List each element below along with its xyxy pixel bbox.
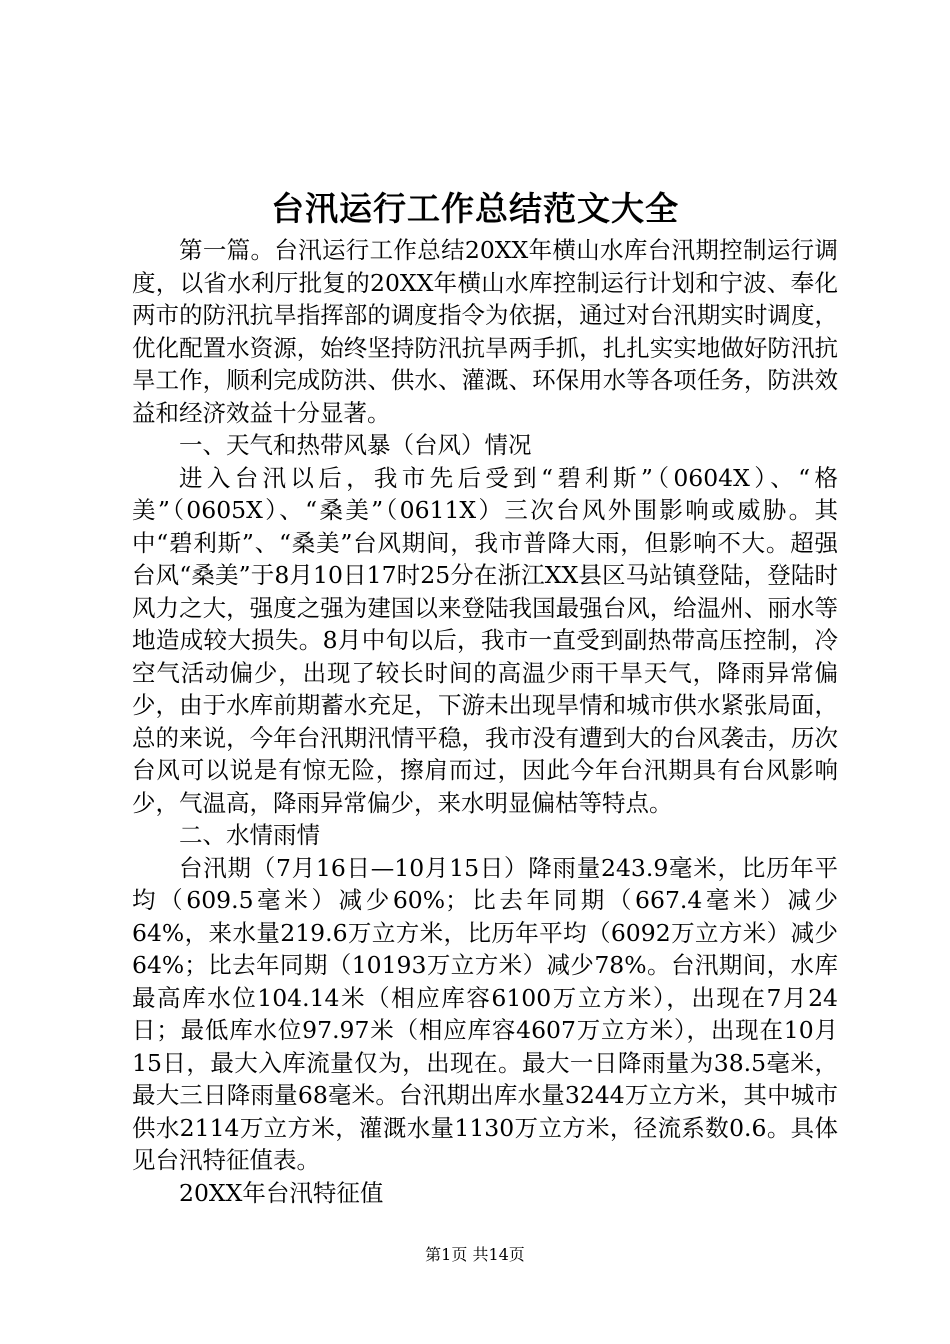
section-heading-hydrology: 二、水情雨情 — [179, 821, 320, 849]
section-heading-weather: 一、天气和热带风暴（台风）情况 — [179, 431, 532, 459]
page-number: 第1页 共14页 — [425, 1245, 525, 1264]
document-body — [132, 234, 838, 1209]
table-caption: 20XX年台汛特征值 — [179, 1178, 384, 1207]
intro-paragraph: 第一篇。台汛运行工作总结20XX年横山水库台汛期控制运行调度，以省水利厅批复的20XX年横山水库控制运行计划和宁波、奉化两市的防汛抗旱指挥部的调度指令为依据，通过对台汛期实时调度，优化配置水资源，始终坚持防汛抗旱两手抓，扎扎实实地做好防汛抗旱工作，顺利完成防洪、供水、灌溉、环保用水等各项任务，防洪效益和经济效益十分显著。 — [132, 236, 838, 427]
weather-paragraph: 进入台汛以后，我市先后受到“碧利斯”（0604X）、“格美”（0605X）、“桑美”（0611X）三次台风外围影响或威胁。其中“碧利斯”、“桑美”台风期间，我市普降大雨，但影响不大。超强台风“桑美”于8月10日17时25分在浙江XX县区马站镇登陆，登陆时风力之大，强度之强为建国以来登陆我国最强台风，给温州、丽水等地造成较大损失。8月中旬以后，我市一直受到副热带高压控制，冷空气活动偏少，出现了较长时间的高温少雨干旱天气，降雨异常偏少，由于水库前期蓄水充足，下游未出现旱情和城市供水紧张局面，总的来说，今年台汛期汛情平稳，我市没有遭到大的台风袭击，历次台风可以说是有惊无险，擦肩而过，因此今年台汛期具有台风影响少，气温高，降雨异常偏少，来水明显偏枯等特点。 — [132, 463, 838, 817]
document-title: 台汛运行工作总结范文大全 — [271, 189, 679, 228]
hydrology-paragraph: 台汛期（7月16日—10月15日）降雨量243.9毫米，比历年平均（609.5毫米）减少60%；比去年同期（667.4毫米）减少64%，来水量219.6万立方米，比历年平均（6092万立方米）减少64%；比去年同期（10193万立方米）减少78%。台汛期间，水库最高库水位104.14米（相应库容6100万立方米），出现在7月24日；最低库水位97.97米（相应库容4607万立方米），出现在10月15日，最大入库流量仅为，出现在。最大一日降雨量为38.5毫米，最大三日降雨量68毫米。台汛期出库水量3244万立方米，其中城市供水2114万立方米，灌溉水量1130万立方米，径流系数0.6。具体见台汛特征值表。 — [132, 853, 838, 1174]
